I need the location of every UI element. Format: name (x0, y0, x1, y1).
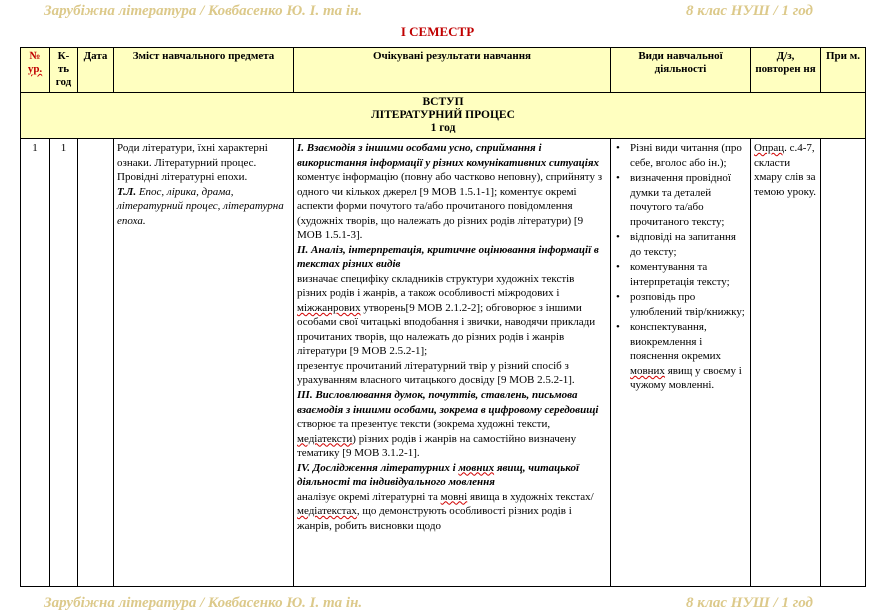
content-tl-text: Епос, лірика, драма, літературний процес, літературна епоха. (117, 185, 284, 227)
footer-subject: Зарубіжна література / Ковбасенко Ю. І. та ін. (44, 595, 363, 611)
header-grade: 8 клас НУШ / 1 год (686, 3, 813, 19)
result-section-1-text: коментує інформацію (повну або частково неповну), сприйняту з одного чи кількох джерел [9 МОВ 1.5.1-1]; коментує окремі аспекти форми почутого та/або прочитаного повідомлення (художніх творів, що належать до різних родів літератури) [9 МОВ 1.5.1-3]. (297, 171, 603, 242)
lesson-content (114, 139, 294, 587)
result-section-2-text-c: презентує прочитаний літературний твір у різний спосіб з урахуванням власного читацького досвіду [9 МОВ 2.5.2-1]. (297, 359, 575, 387)
col-header-homework: Д/з, повторен ня (751, 48, 821, 93)
intro-section-title (21, 92, 866, 139)
list-item: • конспектування, виокремлення і пояснення окремих мовних явищ у своєму і чужому мовленні. (626, 320, 747, 393)
activities-list (614, 141, 747, 393)
list-item: • відповіді на запитання до тексту; (626, 230, 747, 259)
result-section-4-text: аналізує окремі літературні та мовні явища в художніх текстах/медіатекстах, що демонструють особливості різних родів і жанрів, робить висновки щодо (297, 490, 594, 532)
intro-section-row (21, 92, 866, 139)
hours-count: 1 (50, 139, 78, 587)
header-subject: Зарубіжна література / Ковбасенко Ю. І. та ін. (44, 3, 363, 19)
lesson-number: 1 (21, 139, 50, 587)
result-section-4-title: ІV. Дослідження літературних і мовних явищ, читацької діяльності та індивідуального мовлення (297, 461, 579, 489)
table-header-row (21, 48, 866, 93)
curriculum-table (20, 47, 866, 587)
list-item: • визначення провідної думки та деталей почутого та/або прочитаного тексту; (626, 171, 747, 229)
notes (821, 139, 866, 587)
col-header-count: К-ть год (50, 48, 78, 93)
col-header-notes: При м. (821, 48, 866, 93)
footer-grade: 8 клас НУШ / 1 год (686, 595, 813, 611)
col-header-results: Очікувані результати навчання (294, 48, 611, 93)
result-section-2-title: ІІ. Аналіз, інтерпретація, критичне оцінювання інформації в текстах різних видів (297, 243, 599, 271)
content-text: Роди літератури, їхні характерні ознаки. Літературний процес. Провідні літературні епохи. (117, 142, 268, 184)
intro-line-2: ЛІТЕРАТУРНИЙ ПРОЦЕС (371, 108, 515, 121)
homework: Опрац. с.4-7, скласти хмару слів за темою уроку. (751, 139, 821, 587)
list-item: • Різні види читання (про себе, вголос або ін.); (626, 141, 747, 170)
result-section-1-title: І. Взаємодія з іншими особами усно, сприймання і використання інформації у різних комунікативних ситуаціях (297, 142, 600, 169)
col-header-date: Дата (78, 48, 114, 93)
learning-activities (611, 139, 751, 587)
expected-results (294, 139, 611, 587)
col-header-activities: Види навчальної діяльності (611, 48, 751, 93)
list-item: • коментування та інтерпретація тексту; (626, 260, 747, 289)
col-header-content: Зміст навчального предмета (114, 48, 294, 93)
content-tl-label: Т.Л. (117, 185, 137, 198)
page-header (0, 0, 875, 22)
intro-line-3: 1 год (430, 122, 456, 134)
result-section-2-text: визначає специфіку складників структури художніх текстів різних родів і жанрів, а також особливості міжродових і міжжанрових утворень[9 МОВ 2.1.2-2]; обговорює з іншими особами свої читацькі вподобання і звички, наводячи приклади прочитаних творів, що належать до різних родів і жанрів літератури [9 МОВ 2.5.2-1]; (297, 272, 596, 358)
result-section-3-title: ІІІ. Висловлювання думок, почуттів, ставлень, письмова взаємодія з іншими особами, зокрема в цифровому середовищі (297, 388, 599, 416)
table-row (21, 139, 866, 587)
semester-title: І СЕМЕСТР (400, 24, 475, 39)
intro-line-1: ВСТУП (422, 95, 464, 108)
result-section-3-text: створює та презентує тексти (зокрема художні тексти, медіатексти) різних родів і жанрів на самостійно визначену тематику [9 МОВ 3.1.2-1]. (297, 418, 577, 460)
lesson-date (78, 139, 114, 587)
col-header-num: № ур. (21, 48, 50, 93)
list-item: • розповідь про улюблений твір/книжку; (626, 290, 747, 319)
page-footer (0, 592, 875, 614)
